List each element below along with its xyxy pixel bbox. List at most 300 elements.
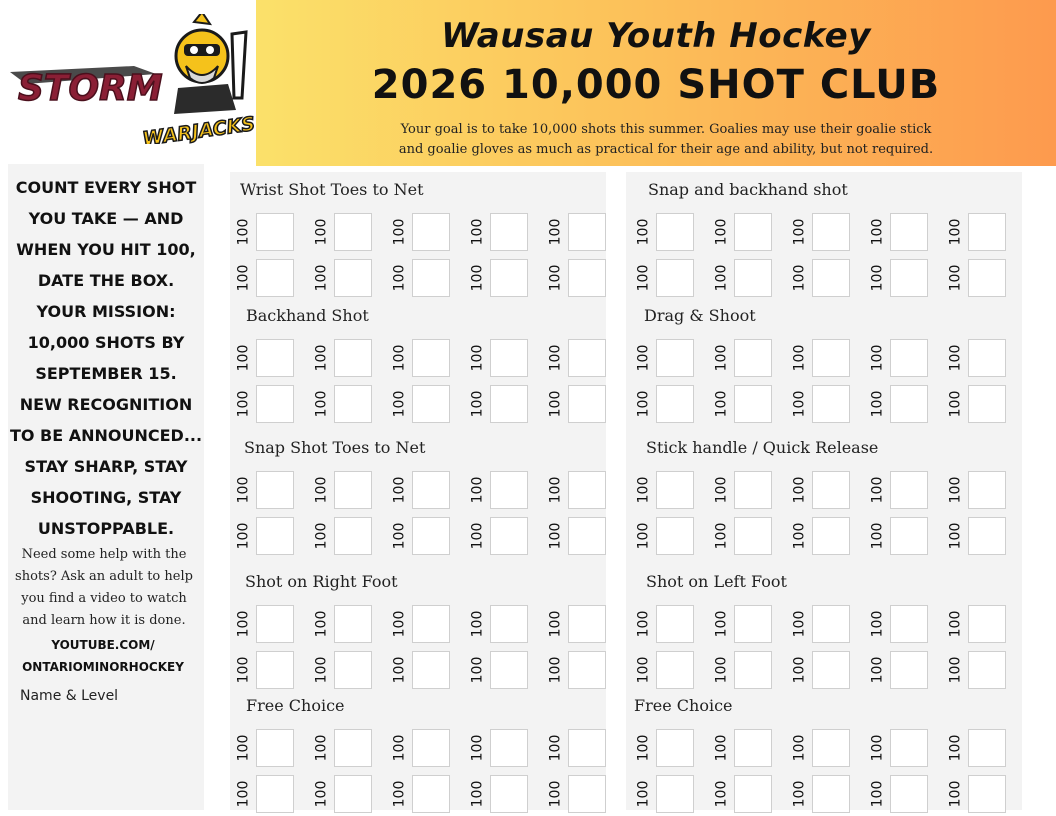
shot-count-label [234, 210, 252, 254]
date-box[interactable] [734, 259, 772, 297]
date-box[interactable] [968, 471, 1006, 509]
shot-cell [312, 726, 378, 770]
shot-count-label [712, 602, 730, 646]
shot-cell [634, 602, 700, 646]
date-box[interactable] [256, 729, 294, 767]
date-box[interactable] [490, 339, 528, 377]
callout-line: NEW RECOGNITION [19, 395, 193, 414]
date-box[interactable] [656, 775, 694, 813]
shot-count-text: 100 [391, 734, 408, 762]
shot-count-text: 100 [713, 344, 730, 372]
shot-count-text: 100 [313, 264, 330, 292]
shot-cell [390, 772, 456, 816]
date-box[interactable] [256, 605, 294, 643]
shot-cell [234, 256, 300, 300]
shot-count-label [946, 256, 964, 300]
date-box[interactable] [890, 775, 928, 813]
shot-cell [234, 336, 300, 380]
shot-cell [390, 382, 456, 426]
shot-cell [546, 210, 612, 254]
date-box[interactable] [412, 259, 450, 297]
date-box[interactable] [968, 385, 1006, 423]
shot-cell [946, 772, 1012, 816]
shot-cell [390, 256, 456, 300]
shot-count-label [468, 772, 486, 816]
shot-count-text: 100 [391, 780, 408, 808]
date-box[interactable] [890, 385, 928, 423]
shot-count-text: 100 [391, 218, 408, 246]
date-box[interactable] [490, 385, 528, 423]
shot-count-text: 100 [713, 476, 730, 504]
shot-count-text: 100 [713, 264, 730, 292]
shot-count-text: 100 [235, 344, 252, 372]
date-box[interactable] [812, 651, 850, 689]
shot-cell [868, 256, 934, 300]
date-box[interactable] [256, 213, 294, 251]
shot-count-text: 100 [713, 218, 730, 246]
date-box[interactable] [412, 339, 450, 377]
date-box[interactable] [490, 259, 528, 297]
date-box[interactable] [334, 775, 372, 813]
shot-cell [790, 256, 856, 300]
shot-count-label [634, 256, 652, 300]
shot-count-text: 100 [635, 522, 652, 550]
date-box[interactable] [568, 259, 606, 297]
left-tracking-column [230, 172, 606, 810]
date-box[interactable] [734, 775, 772, 813]
shot-count-text: 100 [791, 218, 808, 246]
shot-count-text: 100 [869, 390, 886, 418]
date-box[interactable] [734, 213, 772, 251]
shot-count-text: 100 [235, 780, 252, 808]
shot-count-label [390, 210, 408, 254]
shot-count-label [868, 210, 886, 254]
shot-count-text: 100 [469, 390, 486, 418]
date-box[interactable] [334, 517, 372, 555]
shot-count-label [312, 468, 330, 512]
shot-count-label [634, 468, 652, 512]
section-title: Shot on Left Foot [646, 572, 787, 591]
date-box[interactable] [568, 385, 606, 423]
shot-cell [234, 648, 300, 692]
date-box[interactable] [568, 775, 606, 813]
shot-count-label [868, 726, 886, 770]
date-box[interactable] [734, 339, 772, 377]
shot-cell [946, 382, 1012, 426]
section-title: Free Choice [634, 696, 733, 715]
shot-cell [634, 726, 700, 770]
date-box[interactable] [656, 605, 694, 643]
shot-count-label [946, 648, 964, 692]
date-box[interactable] [412, 517, 450, 555]
shot-cell [390, 602, 456, 646]
shot-count-label [946, 602, 964, 646]
shot-count-label [390, 256, 408, 300]
shot-count-label [868, 468, 886, 512]
date-box[interactable] [656, 517, 694, 555]
shot-count-text: 100 [791, 476, 808, 504]
shot-count-text: 100 [947, 476, 964, 504]
date-box[interactable] [256, 517, 294, 555]
date-box[interactable] [412, 729, 450, 767]
date-box[interactable] [334, 339, 372, 377]
shot-cell [312, 468, 378, 512]
shot-count-label [234, 382, 252, 426]
date-box[interactable] [890, 471, 928, 509]
shot-cell [634, 382, 700, 426]
shot-count-text: 100 [547, 610, 564, 638]
shot-cell [546, 602, 612, 646]
shot-cell [390, 468, 456, 512]
shot-count-label [546, 514, 564, 558]
shot-count-label [868, 514, 886, 558]
help-line: shots? Ask an adult to help [15, 569, 193, 584]
shot-count-text: 100 [635, 780, 652, 808]
date-box[interactable] [656, 471, 694, 509]
intro-line: and goalie gloves as much as practical for their age and ability, but not required. [398, 142, 934, 157]
shot-count-text: 100 [469, 264, 486, 292]
date-box[interactable] [656, 339, 694, 377]
shot-count-label [790, 468, 808, 512]
date-box[interactable] [968, 213, 1006, 251]
shot-count-text: 100 [791, 344, 808, 372]
page-title: Wausau Youth Hockey [441, 16, 871, 56]
date-box[interactable] [656, 259, 694, 297]
callout-line: COUNT EVERY SHOT [15, 178, 197, 197]
date-box[interactable] [656, 651, 694, 689]
shot-count-label [312, 336, 330, 380]
date-box[interactable] [734, 605, 772, 643]
shot-count-text: 100 [313, 344, 330, 372]
shot-count-label [634, 514, 652, 558]
shot-cell [712, 772, 778, 816]
shot-cell [790, 468, 856, 512]
date-box[interactable] [334, 213, 372, 251]
shot-cell [312, 602, 378, 646]
shot-count-text: 100 [635, 344, 652, 372]
shot-count-label [790, 772, 808, 816]
shot-cell [390, 514, 456, 558]
date-box[interactable] [412, 775, 450, 813]
date-box[interactable] [890, 729, 928, 767]
link-line: ONTARIOMINORHOCKEY [22, 660, 184, 674]
section-title: Snap Shot Toes to Net [244, 438, 426, 457]
date-box[interactable] [734, 517, 772, 555]
date-box[interactable] [412, 213, 450, 251]
mission-callout [8, 172, 204, 544]
date-box[interactable] [334, 605, 372, 643]
shot-count-label [868, 648, 886, 692]
shot-count-label [634, 648, 652, 692]
shot-count-text: 100 [235, 390, 252, 418]
date-box[interactable] [334, 651, 372, 689]
shot-count-label [790, 648, 808, 692]
intro-line: Your goal is to take 10,000 shots this summer. Goalies may use their goalie stick [400, 122, 932, 137]
shot-count-label [712, 210, 730, 254]
date-box[interactable] [256, 385, 294, 423]
shot-cell [712, 468, 778, 512]
callout-line: WHEN YOU HIT 100, [16, 240, 196, 259]
shot-cell [468, 382, 534, 426]
date-box[interactable] [490, 775, 528, 813]
shot-count-label [312, 648, 330, 692]
date-box[interactable] [256, 339, 294, 377]
shot-count-text: 100 [635, 264, 652, 292]
shot-count-label [634, 602, 652, 646]
date-box[interactable] [968, 605, 1006, 643]
shot-cell [790, 514, 856, 558]
shot-cell [790, 210, 856, 254]
shot-cell [546, 468, 612, 512]
shot-count-label [468, 210, 486, 254]
shot-count-text: 100 [235, 610, 252, 638]
intro-text [356, 120, 976, 160]
date-box[interactable] [490, 213, 528, 251]
date-box[interactable] [656, 385, 694, 423]
shot-cell [546, 648, 612, 692]
callout-line: YOU TAKE — AND [28, 209, 184, 228]
shot-cell [546, 726, 612, 770]
date-box[interactable] [734, 385, 772, 423]
shot-count-text: 100 [547, 780, 564, 808]
shot-count-text: 100 [469, 734, 486, 762]
callout-line: YOUR MISSION: [36, 302, 176, 321]
shot-count-label [790, 382, 808, 426]
date-box[interactable] [890, 213, 928, 251]
shot-count-label [868, 602, 886, 646]
shot-count-text: 100 [235, 734, 252, 762]
shot-cell [946, 336, 1012, 380]
date-box[interactable] [968, 775, 1006, 813]
shot-count-text: 100 [469, 522, 486, 550]
shot-cell [868, 336, 934, 380]
date-box[interactable] [968, 259, 1006, 297]
shot-cell [946, 602, 1012, 646]
shot-count-label [312, 256, 330, 300]
date-box[interactable] [256, 259, 294, 297]
shot-count-text: 100 [391, 476, 408, 504]
shot-cell [946, 514, 1012, 558]
warjack-mascot-icon [6, 14, 258, 144]
shot-count-text: 100 [947, 264, 964, 292]
shot-count-text: 100 [869, 476, 886, 504]
section-title: Snap and backhand shot [648, 180, 848, 199]
date-box[interactable] [968, 729, 1006, 767]
shot-count-text: 100 [469, 344, 486, 372]
sidebar-panel [8, 164, 204, 810]
shot-count-label [546, 468, 564, 512]
shot-count-text: 100 [791, 656, 808, 684]
shot-count-label [634, 382, 652, 426]
shot-count-label [946, 726, 964, 770]
shot-count-label [546, 602, 564, 646]
date-box[interactable] [334, 259, 372, 297]
date-box[interactable] [568, 471, 606, 509]
shot-count-text: 100 [791, 610, 808, 638]
date-box[interactable] [734, 471, 772, 509]
date-box[interactable] [334, 471, 372, 509]
shot-cell [234, 772, 300, 816]
date-box[interactable] [812, 729, 850, 767]
date-box[interactable] [812, 605, 850, 643]
shot-count-label [946, 210, 964, 254]
date-box[interactable] [412, 471, 450, 509]
date-box[interactable] [490, 471, 528, 509]
date-box[interactable] [812, 471, 850, 509]
shot-count-label [712, 726, 730, 770]
shot-cell [946, 648, 1012, 692]
shot-count-label [546, 726, 564, 770]
shot-cell [634, 648, 700, 692]
shot-box-grid [230, 602, 606, 692]
shot-cell [712, 602, 778, 646]
date-box[interactable] [256, 471, 294, 509]
shot-cell [234, 514, 300, 558]
date-box[interactable] [734, 651, 772, 689]
shot-cell [468, 726, 534, 770]
date-box[interactable] [490, 605, 528, 643]
shot-count-text: 100 [713, 656, 730, 684]
shot-cell [234, 602, 300, 646]
date-box[interactable] [812, 259, 850, 297]
shot-cell [634, 514, 700, 558]
shot-cell [468, 210, 534, 254]
shot-count-label [312, 602, 330, 646]
shot-count-label [790, 210, 808, 254]
shot-count-label [546, 210, 564, 254]
shot-count-label [712, 514, 730, 558]
shot-cell [468, 772, 534, 816]
help-line: Need some help with the [21, 547, 187, 562]
shot-cell [868, 468, 934, 512]
shot-count-label [634, 772, 652, 816]
shot-cell [468, 648, 534, 692]
date-box[interactable] [812, 213, 850, 251]
callout-line: SEPTEMBER 15. [35, 364, 177, 383]
date-box[interactable] [890, 651, 928, 689]
date-box[interactable] [490, 651, 528, 689]
header-banner [256, 0, 1056, 166]
date-box[interactable] [334, 385, 372, 423]
shot-cell [790, 772, 856, 816]
shot-count-text: 100 [869, 780, 886, 808]
date-box[interactable] [890, 517, 928, 555]
shot-cell [946, 468, 1012, 512]
shot-cell [390, 648, 456, 692]
shot-cell [546, 514, 612, 558]
shot-count-label [390, 514, 408, 558]
shot-count-label [234, 726, 252, 770]
shot-count-label [468, 648, 486, 692]
date-box[interactable] [812, 517, 850, 555]
shot-count-text: 100 [235, 522, 252, 550]
section-title: Backhand Shot [246, 306, 369, 325]
date-box[interactable] [812, 775, 850, 813]
shot-count-text: 100 [547, 264, 564, 292]
date-box[interactable] [334, 729, 372, 767]
shot-cell [868, 772, 934, 816]
shot-cell [868, 514, 934, 558]
shot-count-text: 100 [713, 780, 730, 808]
date-box[interactable] [812, 385, 850, 423]
shot-cell [234, 726, 300, 770]
shot-count-text: 100 [947, 780, 964, 808]
shot-cell [946, 726, 1012, 770]
shot-cell [546, 772, 612, 816]
date-box[interactable] [568, 605, 606, 643]
shot-count-text: 100 [635, 218, 652, 246]
shot-cell [468, 602, 534, 646]
date-box[interactable] [568, 517, 606, 555]
shot-count-label [712, 648, 730, 692]
date-box[interactable] [968, 651, 1006, 689]
shot-count-label [712, 256, 730, 300]
shot-count-label [234, 514, 252, 558]
date-box[interactable] [256, 651, 294, 689]
date-box[interactable] [968, 517, 1006, 555]
shot-count-label [790, 726, 808, 770]
date-box[interactable] [412, 385, 450, 423]
shot-cell [712, 648, 778, 692]
shot-count-text: 100 [713, 522, 730, 550]
date-box[interactable] [656, 213, 694, 251]
date-box[interactable] [968, 339, 1006, 377]
shot-count-label [390, 382, 408, 426]
shot-count-label [234, 602, 252, 646]
shot-count-text: 100 [869, 734, 886, 762]
shot-count-label [868, 256, 886, 300]
shot-count-label [712, 468, 730, 512]
shot-cell [712, 210, 778, 254]
date-box[interactable] [656, 729, 694, 767]
shot-count-text: 100 [947, 610, 964, 638]
date-box[interactable] [734, 729, 772, 767]
shot-count-label [390, 726, 408, 770]
shot-box-grid [230, 336, 606, 426]
shot-cell [390, 210, 456, 254]
shot-count-text: 100 [869, 218, 886, 246]
date-box[interactable] [412, 651, 450, 689]
date-box[interactable] [568, 339, 606, 377]
date-box[interactable] [256, 775, 294, 813]
shot-count-text: 100 [791, 734, 808, 762]
shot-box-grid [626, 336, 1022, 426]
shot-count-label [868, 382, 886, 426]
date-box[interactable] [890, 259, 928, 297]
date-box[interactable] [812, 339, 850, 377]
shot-cell [790, 336, 856, 380]
shot-count-label [468, 514, 486, 558]
name-level-label: Name & Level [20, 688, 119, 704]
date-box[interactable] [890, 605, 928, 643]
shot-box-grid [230, 468, 606, 558]
shot-count-label [790, 256, 808, 300]
shot-count-text: 100 [313, 522, 330, 550]
shot-cell [868, 210, 934, 254]
date-box[interactable] [890, 339, 928, 377]
shot-count-text: 100 [547, 476, 564, 504]
shot-count-label [946, 514, 964, 558]
date-box[interactable] [412, 605, 450, 643]
date-box[interactable] [568, 651, 606, 689]
shot-count-text: 100 [869, 610, 886, 638]
date-box[interactable] [490, 517, 528, 555]
date-box[interactable] [490, 729, 528, 767]
shot-count-text: 100 [469, 476, 486, 504]
date-box[interactable] [568, 729, 606, 767]
date-box[interactable] [568, 213, 606, 251]
shot-cell [946, 210, 1012, 254]
